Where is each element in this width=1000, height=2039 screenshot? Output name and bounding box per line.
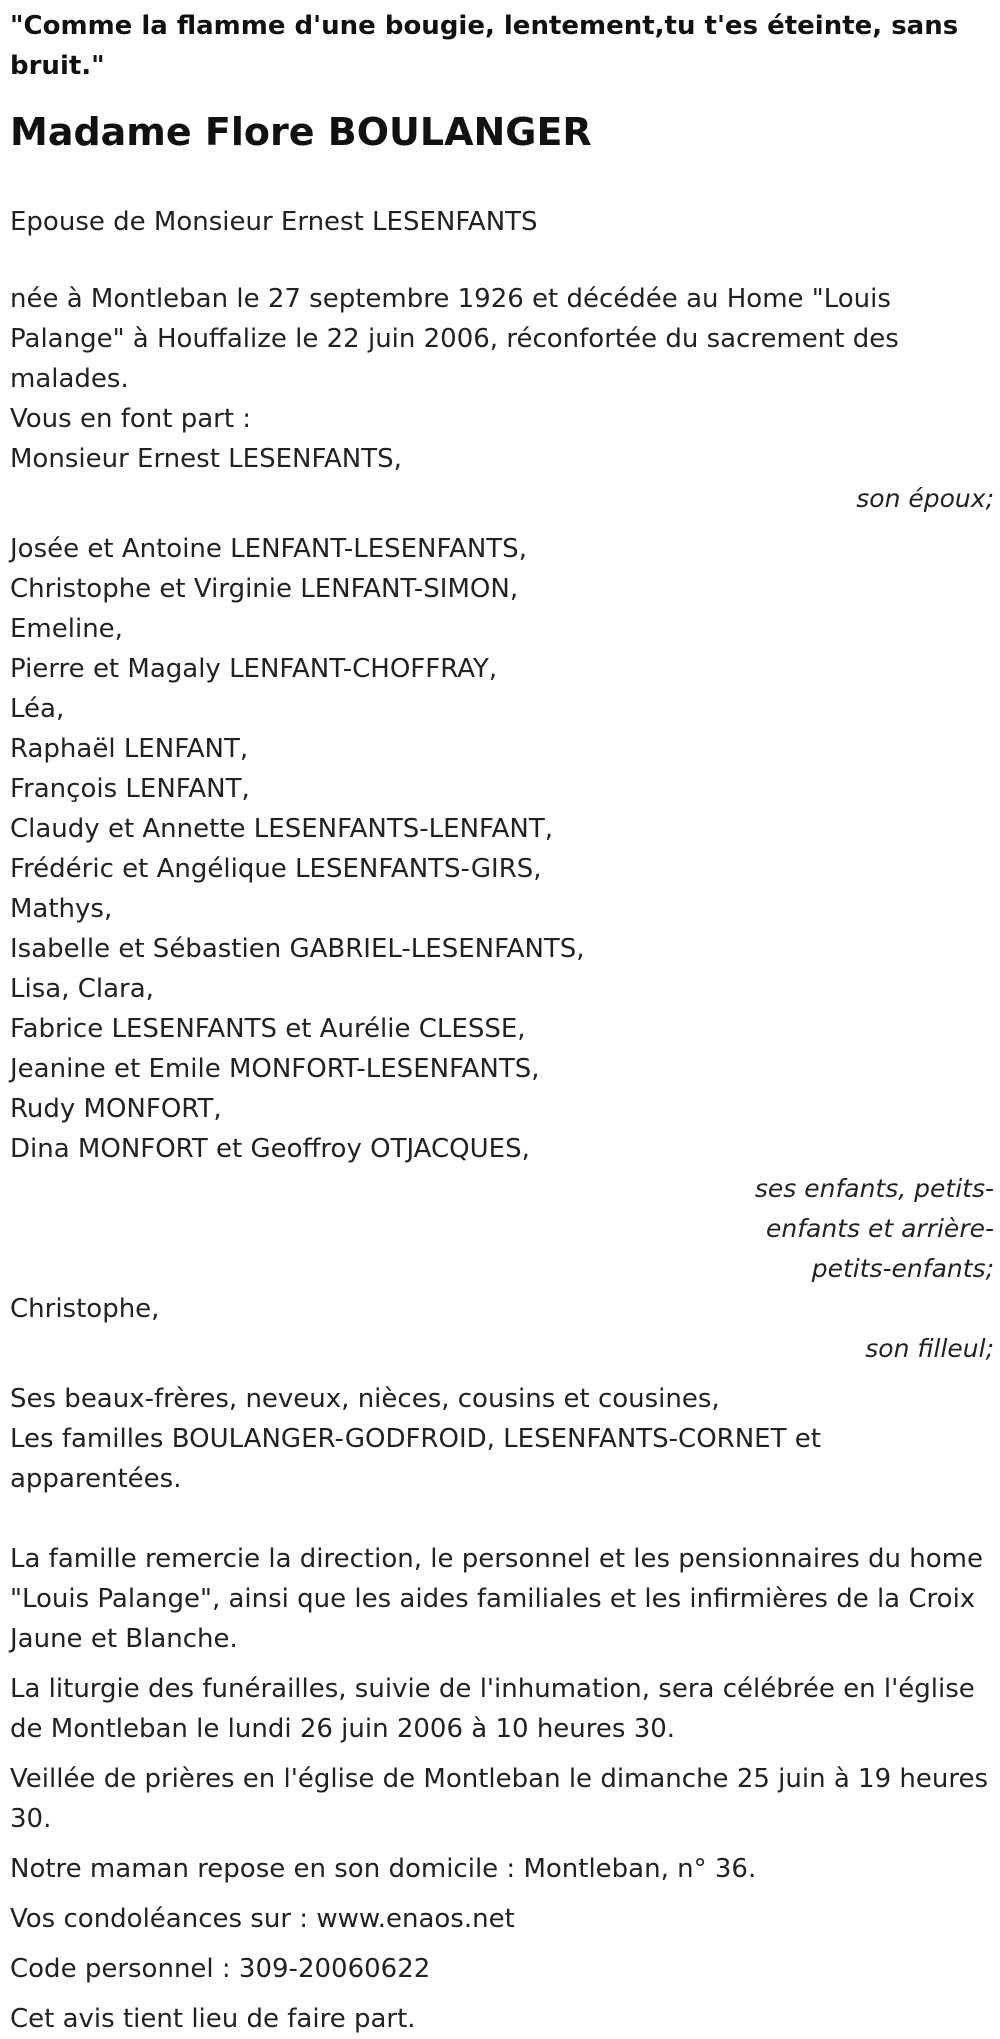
- family-relation: ses enfants, petits-enfants et arrière-petits-enfants;: [754, 1174, 994, 1283]
- family-member: Josée et Antoine LENFANT-LESENFANTS,: [10, 534, 527, 564]
- godson-group: [10, 1289, 994, 1369]
- personal-code: Code personnel : 309-20060622: [10, 1954, 431, 1984]
- vigil-paragraph: Veillée de prières en l'église de Montleban le dimanche 25 juin à 19 heures 30.: [10, 1764, 988, 1834]
- extended-family-line: Les familles BOULANGER-GODFROID, LESENFANTS-CORNET et apparentées.: [10, 1424, 821, 1494]
- family-member: Rudy MONFORT,: [10, 1094, 222, 1124]
- announcement-intro: Vous en font part :: [10, 404, 252, 434]
- funeral-paragraph: La liturgie des funérailles, suivie de l'inhumation, sera célébrée en l'église de Montleban le lundi 26 juin 2006 à 10 heures 30.: [10, 1674, 975, 1744]
- family-member: Léa,: [10, 694, 65, 724]
- condolences-paragraph: Vos condoléances sur : www.enaos.net: [10, 1904, 515, 1934]
- deceased-name: Madame Flore BOULANGER: [10, 110, 592, 154]
- family-member: Fabrice LESENFANTS et Aurélie CLESSE,: [10, 1014, 526, 1044]
- godson-relation: son filleul;: [865, 1334, 994, 1363]
- family-member: Emeline,: [10, 614, 123, 644]
- family-member: Claudy et Annette LESENFANTS-LENFANT,: [10, 814, 553, 844]
- family-member: Christophe et Virginie LENFANT-SIMON,: [10, 574, 519, 604]
- spouse-line: Epouse de Monsieur Ernest LESENFANTS: [10, 207, 538, 237]
- extended-family-line: Ses beaux-frères, neveux, nièces, cousins et cousines,: [10, 1384, 720, 1414]
- family-member: Dina MONFORT et Geoffroy OTJACQUES,: [10, 1134, 530, 1164]
- family-member: Mathys,: [10, 894, 113, 924]
- husband-name: Monsieur Ernest LESENFANTS,: [10, 444, 402, 474]
- family-member: Raphaël LENFANT,: [10, 734, 249, 764]
- birth-death-paragraph: née à Montleban le 27 septembre 1926 et décédée au Home "Louis Palange" à Houffalize le 22 juin 2006, réconfortée du sacrement des malades.: [10, 284, 899, 394]
- family-list: [10, 529, 994, 1289]
- family-member: Frédéric et Angélique LESENFANTS-GIRS,: [10, 854, 542, 884]
- obituary-notice: [10, 0, 994, 2039]
- notice-statement: Cet avis tient lieu de faire part.: [10, 2004, 416, 2034]
- husband-relation: son époux;: [856, 484, 994, 513]
- epigraph-quote: "Comme la flamme d'une bougie, lentement,tu t'es éteinte, sans bruit.": [10, 11, 959, 81]
- rest-place-paragraph: Notre maman repose en son domicile : Montleban, n° 36.: [10, 1854, 757, 1884]
- family-member: Pierre et Magaly LENFANT-CHOFFRAY,: [10, 654, 498, 684]
- announcement-husband-group: [10, 399, 994, 519]
- family-member: Isabelle et Sébastien GABRIEL-LESENFANTS,: [10, 934, 585, 964]
- family-member: François LENFANT,: [10, 774, 250, 804]
- extended-family: [10, 1379, 994, 1499]
- thanks-paragraph: La famille remercie la direction, le personnel et les pensionnaires du home "Louis Palange", ainsi que les aides familiales et les infirmières de la Croix Jaune et Blanche.: [10, 1544, 983, 1654]
- family-member: Jeanine et Emile MONFORT-LESENFANTS,: [10, 1054, 540, 1084]
- godson-name: Christophe,: [10, 1294, 160, 1324]
- family-member: Lisa, Clara,: [10, 974, 154, 1004]
